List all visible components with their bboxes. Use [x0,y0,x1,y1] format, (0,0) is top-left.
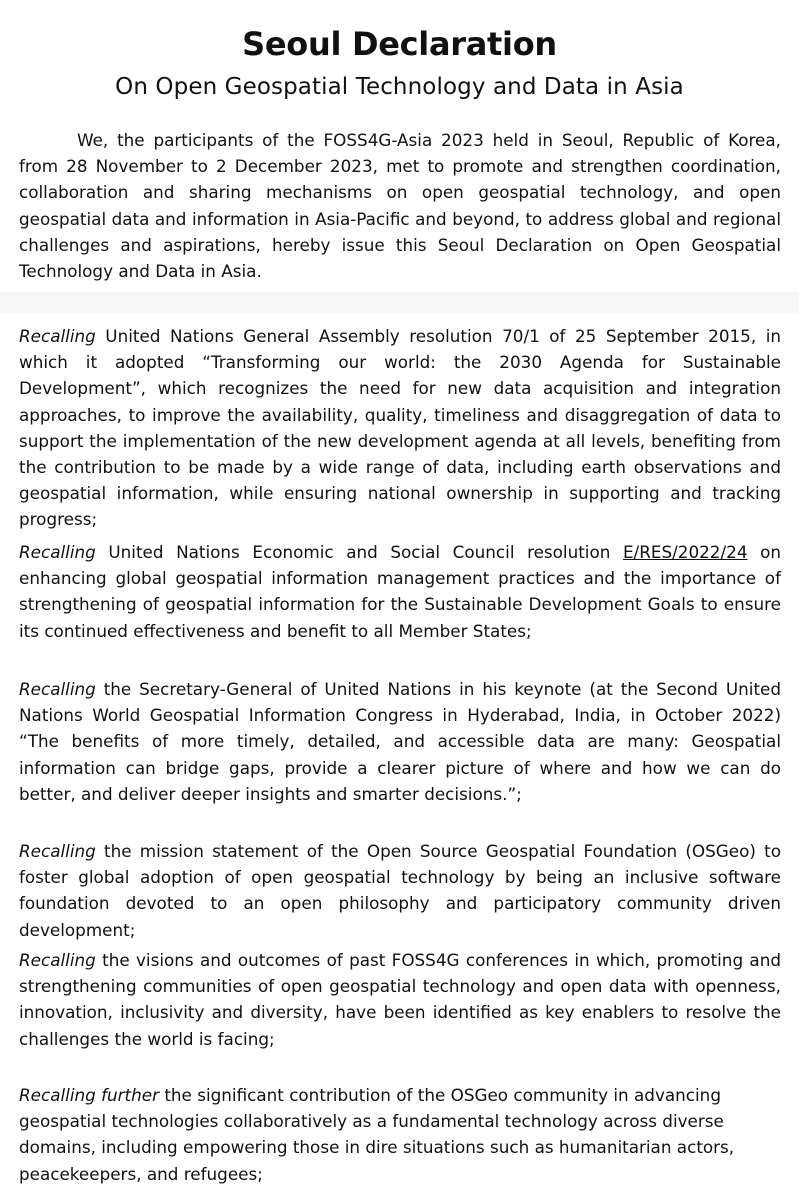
page-title: Seoul Declaration [242,25,557,63]
recital-text: United Nations General Assembly resolution 70/1 of 25 September 2015, in which it adopted “Transforming our world: the 2030 Agenda for Sustainable Development”, which recognizes the need for new data acquisition and integration approaches, to improve the availability, quality, timeliness and disaggregation of data to support the implementation of the new development agenda at all levels, benefiting from the contribution to be made by a wide range of data, including earth observations and geospatial information, while ensuring national ownership in supporting and tracking progress; [19,326,781,530]
recital-lead: Recalling [19,841,96,861]
recital-text: the mission statement of the Open Source Geospatial Foundation (OSGeo) to foster global adoption of open geospatial technology by being an inclusive software foundation devoted to an open philosophy and participatory community driven development; [19,841,781,940]
recital-paragraph-4 [19,838,781,943]
recital-lead: Recalling [19,542,96,562]
recital-text: on enhancing global geospatial information management practices and the importance of strengthening of geospatial information for the Sustainable Development Goals to ensure its continued effectiveness and benefit to all Member States; [19,542,781,641]
recital-paragraph-1 [19,323,781,533]
recital-lead: Recalling [19,950,96,970]
recital-lead: Recalling further [19,1085,159,1105]
recital-text: the significant contribution of the OSGeo community in advancing geospatial technologies collaboratively as a fundamental technology across diverse domains, including empowering those in dire situations such as humanitarian actors, peacekeepers, and refugees; [19,1085,735,1184]
recital-text: the Secretary-General of United Nations in his keynote (at the Second United Nations World Geospatial Information Congress in Hyderabad, India, in October 2022) “The benefits of more timely, detailed, and accessible data are many: Geospatial information can bridge gaps, provide a clearer picture of where and how we can do better, and deliver deeper insights and smarter decisions.”; [19,679,781,804]
recital-paragraph-3 [19,676,781,807]
recital-text: the visions and outcomes of past FOSS4G conferences in which, promoting and strengthening communities of open geospatial technology and open data with openness, innovation, inclusivity and diversity, have been identified as key enablers to resolve the challenges the world is facing; [19,950,781,1049]
page-divider [0,292,799,314]
recital-paragraph-2 [19,539,781,644]
recital-lead: Recalling [19,326,96,346]
recital-paragraph-5 [19,947,781,1052]
recital-paragraph-6 [19,1082,781,1187]
resolution-link[interactable]: E/RES/2022/24 [622,542,748,562]
recital-text: United Nations Economic and Social Council resolution [95,542,623,562]
page-subtitle: On Open Geospatial Technology and Data in Asia [115,74,684,100]
preamble-paragraph: We, the participants of the FOSS4G-Asia 2023 held in Seoul, Republic of Korea, from 28 November to 2 December 2023, met to promote and strengthen coordination, collaboration and sharing mechanisms on open geospatial technology, and open geospatial data and information in Asia-Pacific and beyond, to address global and regional challenges and aspirations, hereby issue this Seoul Declaration on Open Geospatial Technology and Data in Asia. [19,130,781,282]
recital-lead: Recalling [19,679,96,699]
